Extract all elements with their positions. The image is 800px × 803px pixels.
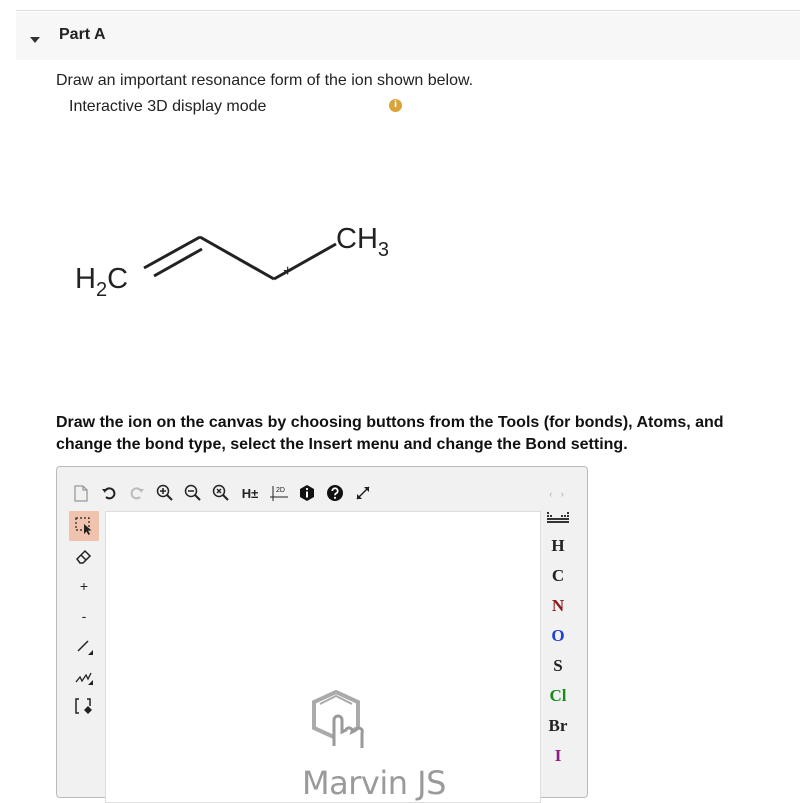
atom-button-s[interactable]: S (553, 656, 563, 675)
single-bond-1 (200, 237, 274, 279)
redo-button[interactable] (123, 481, 151, 505)
drawing-instructions (56, 412, 724, 456)
atom-button-o[interactable]: O (551, 626, 565, 645)
single-bond-icon (74, 636, 94, 656)
undo-icon (101, 485, 117, 501)
help-button[interactable] (321, 481, 349, 505)
charge-plus-tool[interactable]: + (79, 578, 89, 594)
atom-button-br[interactable]: Br (548, 716, 568, 735)
zoom-in-button[interactable] (151, 481, 179, 505)
double-bond-line-1 (144, 237, 200, 268)
atom-button-cl[interactable]: Cl (549, 686, 567, 705)
charge-minus-tool[interactable]: - (81, 608, 87, 624)
eraser-icon (75, 547, 93, 565)
fullscreen-icon (354, 484, 372, 502)
double-bond-line-2 (154, 249, 202, 276)
atom-button-i[interactable]: I (554, 746, 562, 765)
left-toolbar (69, 511, 99, 721)
info-hex-icon (298, 484, 316, 502)
undo-button[interactable] (95, 481, 123, 505)
part-header[interactable] (16, 12, 800, 60)
molecule-structure (60, 200, 420, 310)
atom-button-n[interactable]: N (551, 596, 565, 615)
info-icon[interactable]: i (389, 99, 402, 112)
positive-charge: + (283, 263, 293, 280)
periodic-table-icon (547, 511, 569, 525)
atom-button-h[interactable]: H (551, 536, 565, 555)
periodic-table-button[interactable] (541, 505, 575, 531)
h2c-group: $H_2C$ (75, 263, 129, 301)
marvin-logo-text: Marvin JS (302, 764, 446, 802)
instructions-line-2: change the bond type, select the Insert menu and change the Bond setting. (56, 436, 628, 453)
top-divider (16, 10, 800, 11)
about-button[interactable] (293, 481, 321, 505)
drawing-canvas[interactable] (105, 511, 541, 803)
help-icon (326, 484, 344, 502)
chain-icon (74, 666, 94, 686)
marvin-editor (56, 466, 588, 802)
eraser-tool[interactable] (69, 541, 99, 571)
hydrogens-button[interactable]: H± (241, 485, 259, 501)
fullscreen-button[interactable] (349, 481, 377, 505)
right-toolbar (541, 483, 575, 771)
atom-button-c[interactable]: C (551, 566, 565, 585)
selection-icon (74, 516, 94, 536)
zoom-out-icon (184, 484, 202, 502)
atom-list (541, 531, 575, 771)
part-title[interactable]: Part A (59, 26, 106, 43)
svg-text:2D: 2D (276, 487, 285, 494)
display-mode-label: Interactive 3D display mode (69, 98, 267, 115)
zoom-reset-button[interactable] (207, 481, 235, 505)
zoom-reset-icon (212, 484, 230, 502)
sgroup-tool[interactable] (69, 691, 99, 721)
instructions-line-1: Draw the ion on the canvas by choosing buttons from the Tools (for bonds), Atoms, and (56, 414, 724, 431)
clean-2d-icon (269, 483, 289, 503)
redo-icon (129, 485, 145, 501)
ch3-group: $CH_3$ (336, 223, 390, 261)
question-prompt: Draw an important resonance form of the ion shown below. (56, 72, 474, 89)
zoom-in-icon (156, 484, 174, 502)
zoom-out-button[interactable] (179, 481, 207, 505)
single-bond-tool[interactable] (69, 631, 99, 661)
collapse-caret-icon[interactable] (30, 37, 40, 43)
select-tool[interactable] (69, 511, 99, 541)
marvin-logo-icon (296, 690, 396, 750)
scroll-arrows[interactable]: ‹ › (549, 489, 567, 499)
chain-tool[interactable] (69, 661, 99, 691)
new-document-button[interactable] (67, 481, 95, 505)
bracket-icon (74, 696, 94, 716)
clean-2d-button[interactable] (265, 481, 293, 505)
top-toolbar (67, 481, 377, 505)
new-document-icon (74, 485, 88, 502)
